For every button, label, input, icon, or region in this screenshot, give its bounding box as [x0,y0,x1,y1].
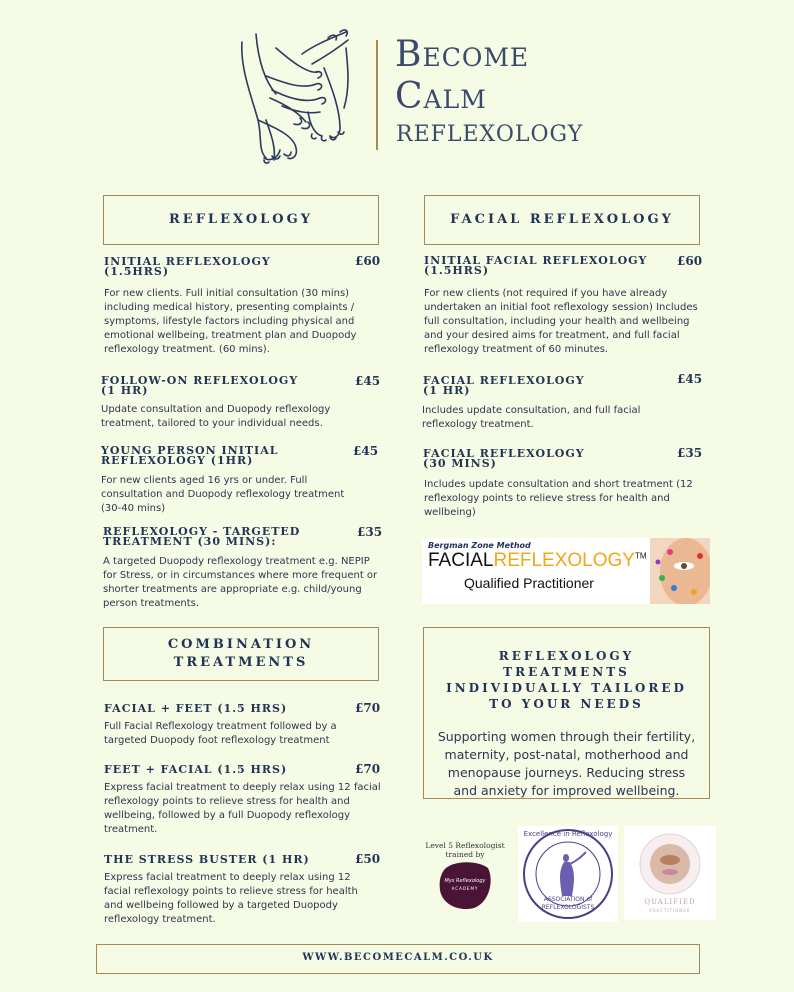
facial-heading-box [424,195,700,245]
badge-method: Bergman Zone Method [428,541,531,550]
facial-item-title: INITIAL FACIAL REFLEXOLOGY (1.5HRS) [424,254,648,277]
tailored-box [423,627,710,799]
reflexology-item-price: £60 [355,254,381,268]
combination-item-price: £70 [355,701,381,715]
badge-facial: FACIAL [428,550,494,571]
logo-divider [376,40,378,150]
reflexology-item-desc: A targeted Duopody reflexology treatment e.g. NEPIP for Stress, or in circumstances where more frequent or shorter treatments are appropriate e.g. child/young person treatments. [103,556,378,609]
reflexology-item-price: £45 [355,374,381,388]
reflexology-item-desc: For new clients. Full initial consultation (30 mins) including medical history, presenting complaints / symptoms, lifestyle factors including physical and emotional wellbeing, treatment plan and Duopody reflexology treatment. (60 mins). [104,288,357,355]
combination-heading-box [103,627,379,681]
combination-item-price: £50 [355,852,381,866]
academy-sub: ACADEMY [451,886,479,891]
reflexology-heading-box [103,195,379,245]
facial-item-desc: Includes update consultation and short treatment (12 reflexology points to relieve stress for health and wellbeing) [424,479,693,518]
academy-logo [438,860,492,910]
reflexology-item-title: YOUNG PERSON INITIAL REFLEXOLOGY (1HR) [101,444,279,467]
combination-heading-line1: COMBINATION [167,637,315,652]
badge-tm: TM [634,551,647,561]
level5-line1: Level 5 Reflexologist [425,841,505,850]
facial-heading: FACIAL REFLEXOLOGY [450,212,674,227]
aor-bottom-text2: REFLEXOLOGISTS [541,904,595,911]
academy-name: Mys Reflexology [444,878,486,884]
qualified-badge [624,826,716,920]
combination-item-title: FEET + FACIAL (1.5 HRS) [104,763,288,776]
face-illustration-icon [650,538,710,604]
reflexology-item-title: REFLEXOLOGY - TARGETED TREATMENT (30 MINS): [103,525,301,548]
level5-line2: trained by [445,850,485,859]
reflexology-item-desc: Update consultation and Duopody reflexology treatment, tailored to your individual needs. [101,404,331,429]
facial-item-desc: For new clients (not required if you have already undertaken an initial foot reflexology session) Includes full consultation, including your health and wellbeing and your desired aims for treatment, and full facial reflexology treatment of 60 minutes. [424,288,698,355]
level5-text [422,841,508,859]
badge-qualified: Qualified Practitioner [464,575,594,591]
facial-item-title: FACIAL REFLEXOLOGY (1 HR) [423,374,585,397]
combination-heading-line2: TREATMENTS [173,655,309,670]
reflexology-item-price: £35 [357,525,383,539]
facial-reflexology-badge [422,538,710,604]
tailored-heading: REFLEXOLOGY TREATMENTS INDIVIDUALLY TAILORED TO YOUR NEEDS [446,649,687,711]
combination-item-price: £70 [355,762,381,776]
reflexology-item-desc: For new clients aged 16 yrs or under. Full consultation and Duopody reflexology treatment (30-40 mins) [101,475,345,514]
facial-item-price: £60 [677,254,703,268]
facial-item-price: £35 [677,446,703,460]
reflexology-item-title: FOLLOW-ON REFLEXOLOGY (1 HR) [101,374,299,397]
combination-item-desc: Express facial treatment to deeply relax using 12 facial reflexology points to relieve stress for health and wellbeing, followed by a full Duopody reflexology treatment. [104,782,381,835]
facial-item-price: £45 [677,372,703,386]
badge-reflex: REFLEXOLOGY [493,550,635,571]
qualified-text: QUALIFIED [644,898,696,906]
brand-line3: REFLEXOLOGY [396,122,584,147]
combination-item-desc: Express facial treatment to deeply relax using 12 facial reflexology points to relieve stress for health and wellbeing followed by a targeted Duopody reflexology treatment. [104,872,358,925]
badge-title [428,550,647,572]
reflexology-item-title: INITIAL REFLEXOLOGY (1.5HRS) [104,255,271,278]
combination-item-title: FACIAL + FEET (1.5 HRS) [104,702,288,715]
tailored-body: Supporting women through their fertility, maternity, post-natal, motherhood and menopause journeys. Reducing stress and anxiety for improved wellbeing. [437,729,696,798]
combination-item-title: THE STRESS BUSTER (1 HR) [104,853,310,866]
aor-badge [518,826,618,922]
aor-top-text: Excellence in Reflexology [523,830,613,838]
brand-line2: Calm [395,76,487,117]
facial-item-title: FACIAL REFLEXOLOGY (30 MINS) [423,447,585,470]
facial-item-desc: Includes update consultation, and full facial reflexology treatment. [422,405,641,430]
brand-line1: Become [395,34,530,75]
feet-logo-icon [236,28,354,164]
footer-box [96,944,700,974]
reflexology-heading: REFLEXOLOGY [168,212,314,227]
combination-item-desc: Full Facial Reflexology treatment followed by a targeted Duopody foot reflexology treatment [104,721,337,746]
practitioner-text: PRACTITIONER [649,908,691,913]
footer-url[interactable]: WWW.BECOMECALM.CO.UK [302,952,494,963]
aor-bottom-text1: ASSOCIATION of [543,896,593,903]
reflexology-item-price: £45 [353,444,379,458]
